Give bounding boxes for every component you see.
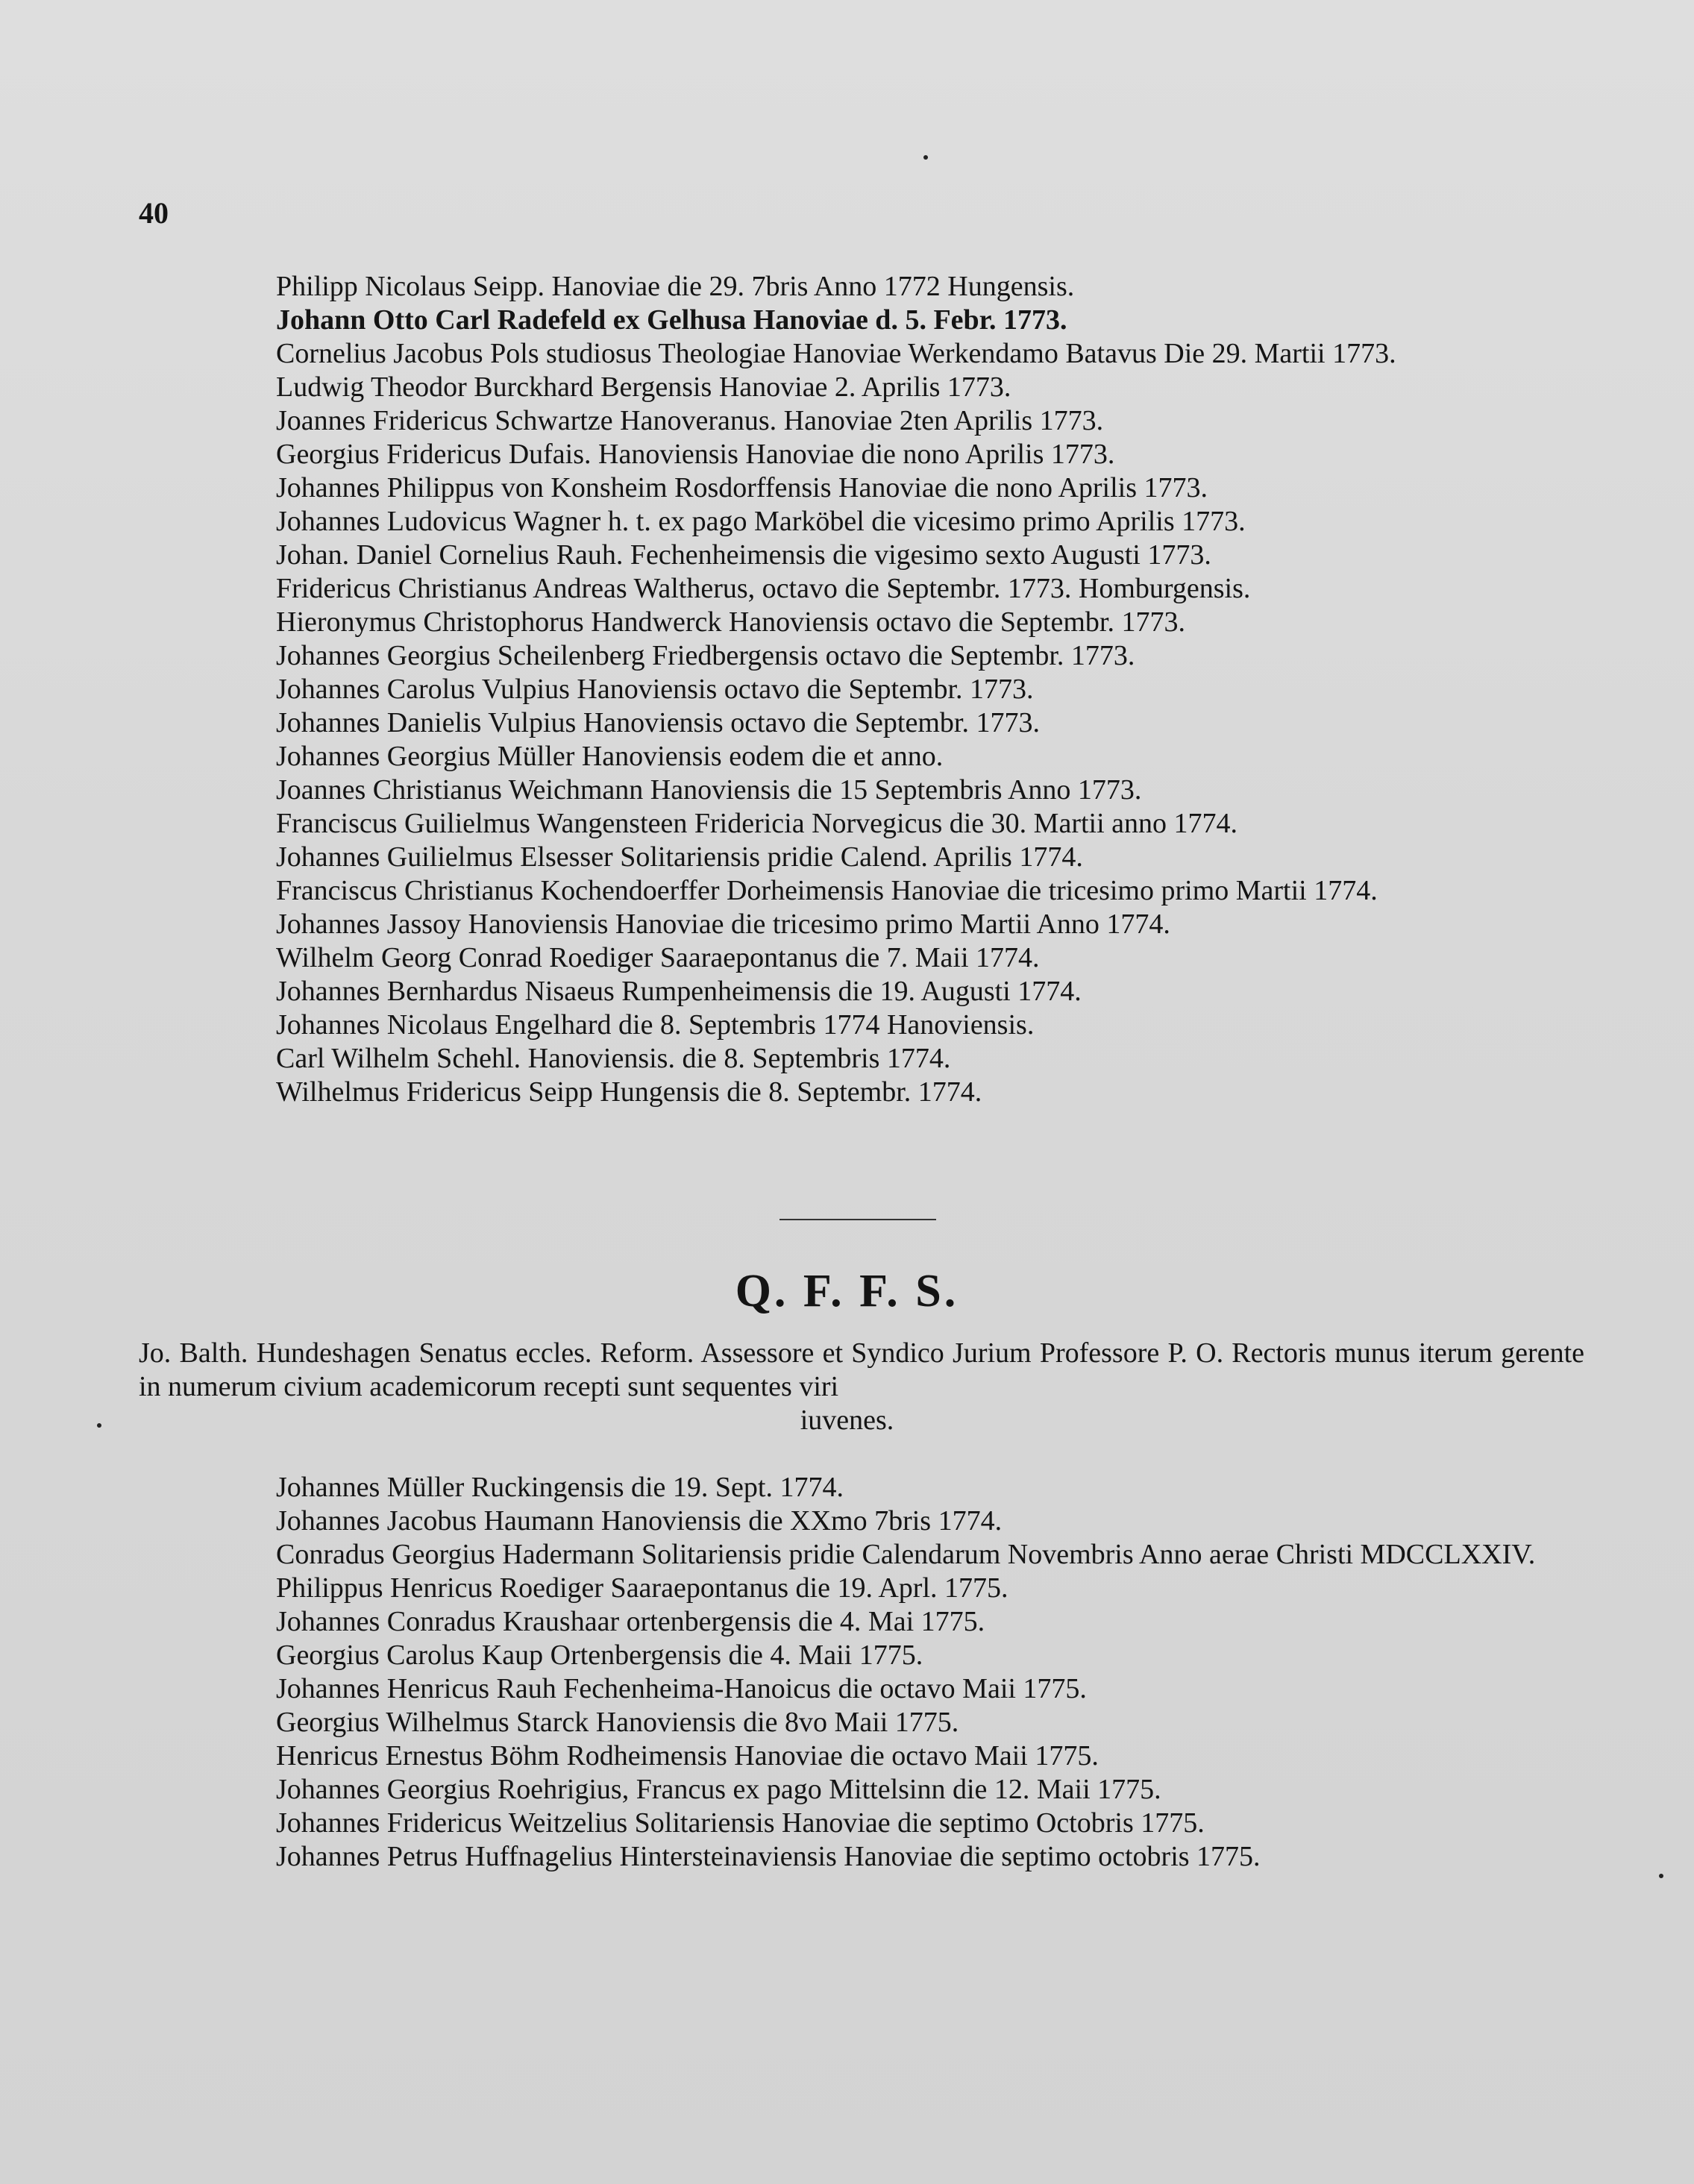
register-entry: Johannes Fridericus Weitzelius Solitariensis Hanoviae die septimo Octobris 1775. <box>276 1807 1205 1839</box>
register-entry: Wilhelmus Fridericus Seipp Hungensis die 8. Septembr. 1774. <box>276 1076 982 1108</box>
register-entry: Johannes Henricus Rauh Fechenheima-Hanoicus die octavo Maii 1775. <box>276 1673 1087 1704</box>
register-entry: Henricus Ernestus Böhm Rodheimensis Hanoviae die octavo Maii 1775. <box>276 1740 1099 1772</box>
register-entry: Johannes Conradus Kraushaar ortenbergensis die 4. Mai 1775. <box>276 1606 985 1637</box>
register-entry: Joannes Christianus Weichmann Hanoviensis die 15 Septembris Anno 1773. <box>276 774 1142 806</box>
register-entry: Franciscus Christianus Kochendoerffer Dorheimensis Hanoviae die tricesimo primo Martii 1774. <box>276 875 1378 906</box>
register-entry: Philipp Nicolaus Seipp. Hanoviae die 29. 7bris Anno 1772 Hungensis. <box>276 271 1075 302</box>
register-entry: Johannes Jacobus Haumann Hanoviensis die XXmo 7bris 1774. <box>276 1505 1003 1537</box>
register-entry: Fridericus Christianus Andreas Waltherus, octavo die Septembr. 1773. Homburgensis. <box>276 573 1251 604</box>
register-entry: Joannes Fridericus Schwartze Hanoveranus. Hanoviae 2ten Aprilis 1773. <box>276 405 1104 436</box>
register-entry: Johan. Daniel Cornelius Rauh. Fechenheimensis die vigesimo sexto Augusti 1773. <box>276 539 1211 571</box>
register-entry: Johannes Müller Ruckingensis die 19. Sept. 1774. <box>276 1472 844 1503</box>
register-entry: Johannes Philippus von Konsheim Rosdorffensis Hanoviae die nono Aprilis 1773. <box>276 472 1208 503</box>
rector-preamble: Jo. Balth. Hundeshagen Senatus eccles. Reform. Assessore et Syndico Jurium Professore P. O. Rectoris munus iterum gerente in numerum civium academicorum recepti sunt sequentes viri <box>139 1337 1584 1402</box>
register-entry: Johannes Nicolaus Engelhard die 8. Septembris 1774 Hanoviensis. <box>276 1009 1035 1041</box>
register-entry: Johannes Carolus Vulpius Hanoviensis octavo die Septembr. 1773. <box>276 674 1034 705</box>
register-entry: Georgius Fridericus Dufais. Hanoviensis Hanoviae die nono Aprilis 1773. <box>276 439 1115 470</box>
register-entry: Georgius Carolus Kaup Ortenbergensis die 4. Maii 1775. <box>276 1639 923 1671</box>
speck-mark <box>923 155 928 160</box>
register-entry: Hieronymus Christophorus Handwerck Hanoviensis octavo die Septembr. 1773. <box>276 606 1185 638</box>
register-entry: Johannes Petrus Huffnagelius Hintersteinaviensis Hanoviae die septimo octobris 1775. <box>276 1841 1261 1872</box>
register-entry: Johannes Danielis Vulpius Hanoviensis octavo die Septembr. 1773. <box>276 707 1040 738</box>
register-entry: Johannes Bernhardus Nisaeus Rumpenheimensis die 19. Augusti 1774. <box>276 976 1082 1007</box>
register-list-2 <box>276 1471 1584 1874</box>
register-entry: Johannes Georgius Roehrigius, Francus ex pago Mittelsinn die 12. Maii 1775. <box>276 1774 1161 1805</box>
register-list-1 <box>276 270 1584 1109</box>
register-entry: Conradus Georgius Hadermann Solitariensis pridie Calendarum Novembris Anno aerae Christi MDCCLXXIV. <box>276 1539 1536 1570</box>
register-entry: Georgius Wilhelmus Starck Hanoviensis die 8vo Maii 1775. <box>276 1707 959 1738</box>
register-entry: Johannes Guilielmus Elsesser Solitariensis pridie Calend. Aprilis 1774. <box>276 841 1083 873</box>
register-entry: Carl Wilhelm Schehl. Hanoviensis. die 8. Septembris 1774. <box>276 1043 951 1074</box>
register-entry: Johannes Georgius Scheilenberg Friedbergensis octavo die Septembr. 1773. <box>276 640 1135 671</box>
register-entry: Johannes Jassoy Hanoviensis Hanoviae die tricesimo primo Martii Anno 1774. <box>276 909 1170 940</box>
rector-preamble-end: iuvenes. <box>800 1405 894 1436</box>
section-divider <box>779 1219 936 1220</box>
speck-mark <box>1659 1874 1663 1878</box>
page-number: 40 <box>139 196 169 230</box>
register-entry: Johannes Ludovicus Wagner h. t. ex pago Marköbel die vicesimo primo Aprilis 1773. <box>276 506 1246 537</box>
register-entry: Franciscus Guilielmus Wangensteen Fridericia Norvegicus die 30. Martii anno 1774. <box>276 808 1238 839</box>
register-entry: Cornelius Jacobus Pols studiosus Theologiae Hanoviae Werkendamo Batavus Die 29. Martii 1773. <box>276 338 1396 369</box>
register-entry: Wilhelm Georg Conrad Roediger Saaraepontanus die 7. Maii 1774. <box>276 942 1040 973</box>
register-entry: Johannes Georgius Müller Hanoviensis eodem die et anno. <box>276 741 944 772</box>
register-entry: Philippus Henricus Roediger Saaraepontanus die 19. Aprl. 1775. <box>276 1572 1008 1604</box>
register-entry: Johann Otto Carl Radefeld ex Gelhusa Hanoviae d. 5. Febr. 1773. <box>276 304 1067 336</box>
section-heading: Q. F. F. S. <box>735 1266 959 1317</box>
register-entry: Ludwig Theodor Burckhard Bergensis Hanoviae 2. Aprilis 1773. <box>276 371 1011 403</box>
